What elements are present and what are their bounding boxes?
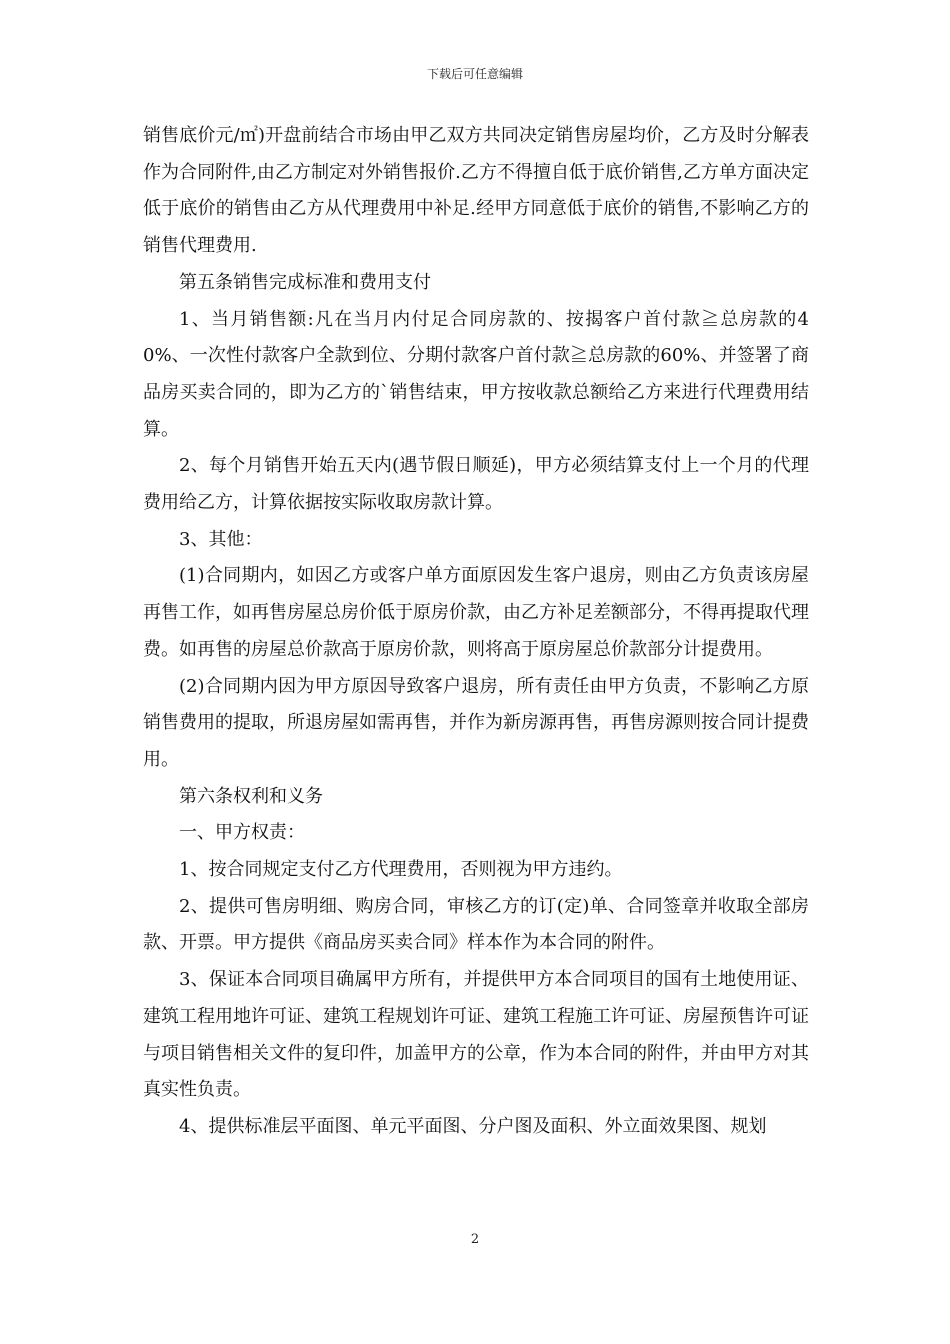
paragraph: 4、提供标准层平面图、单元平面图、分户图及面积、外立面效果图、规划 xyxy=(179,1115,767,1137)
document-body xyxy=(143,118,809,1146)
paragraph: 1、当月销售额:凡在当月内付足合同房款的、按揭客户首付款≧总房款的40%、一次性付款客户全款到位、分期付款客户首付款≧总房款的60%、并签署了商品房买卖合同的，即为乙方的`销售结束，甲方按收款总额给乙方来进行代理费用结算。 xyxy=(143,308,809,440)
paragraph: 2、每个月销售开始五天内(遇节假日顺延)，甲方必须结算支付上一个月的代理费用给乙方，计算依据按实际收取房款计算。 xyxy=(143,455,809,514)
page-number: 2 xyxy=(470,1232,480,1247)
page-header: 下载后可任意编辑 xyxy=(426,67,523,81)
paragraph: 2、提供可售房明细、购房合同，审核乙方的订(定)单、合同签章并收取全部房款、开票。甲方提供《商品房买卖合同》样本作为本合同的附件。 xyxy=(143,895,809,954)
paragraph-continuation: 销售底价元/㎡)开盘前结合市场由甲乙双方共同决定销售房屋均价，乙方及时分解表作为合同附件,由乙方制定对外销售报价.乙方不得擅自低于底价销售,乙方单方面决定低于底价的销售由乙方从代理费用中补足.经甲方同意低于底价的销售,不影响乙方的销售代理费用. xyxy=(143,125,809,257)
paragraph: 1、按合同规定支付乙方代理费用，否则视为甲方违约。 xyxy=(179,859,623,881)
section-heading-article-6: 第六条权利和义务 xyxy=(179,785,323,807)
paragraph: (1)合同期内，如因乙方或客户单方面原因发生客户退房，则由乙方负责该房屋再售工作，如再售房屋总房价低于原房价款，由乙方补足差额部分，不得再提取代理费。如再售的房屋总价款高于原房价款，则将高于原房屋总价款部分计提费用。 xyxy=(143,565,809,660)
paragraph: 3、其他： xyxy=(179,528,263,550)
paragraph: (2)合同期内因为甲方原因导致客户退房，所有责任由甲方负责，不影响乙方原销售费用的提取，所退房屋如需再售，并作为新房源再售，再售房源则按合同计提费用。 xyxy=(143,675,809,770)
subsection-heading: 一、甲方权责： xyxy=(179,822,305,844)
section-heading-article-5: 第五条销售完成标准和费用支付 xyxy=(179,271,431,293)
paragraph: 3、保证本合同项目确属甲方所有，并提供甲方本合同项目的国有土地使用证、建筑工程用地许可证、建筑工程规划许可证、建筑工程施工许可证、房屋预售许可证与项目销售相关文件的复印件，加盖甲方的公章，作为本合同的附件，并由甲方对其真实性负责。 xyxy=(143,969,809,1101)
